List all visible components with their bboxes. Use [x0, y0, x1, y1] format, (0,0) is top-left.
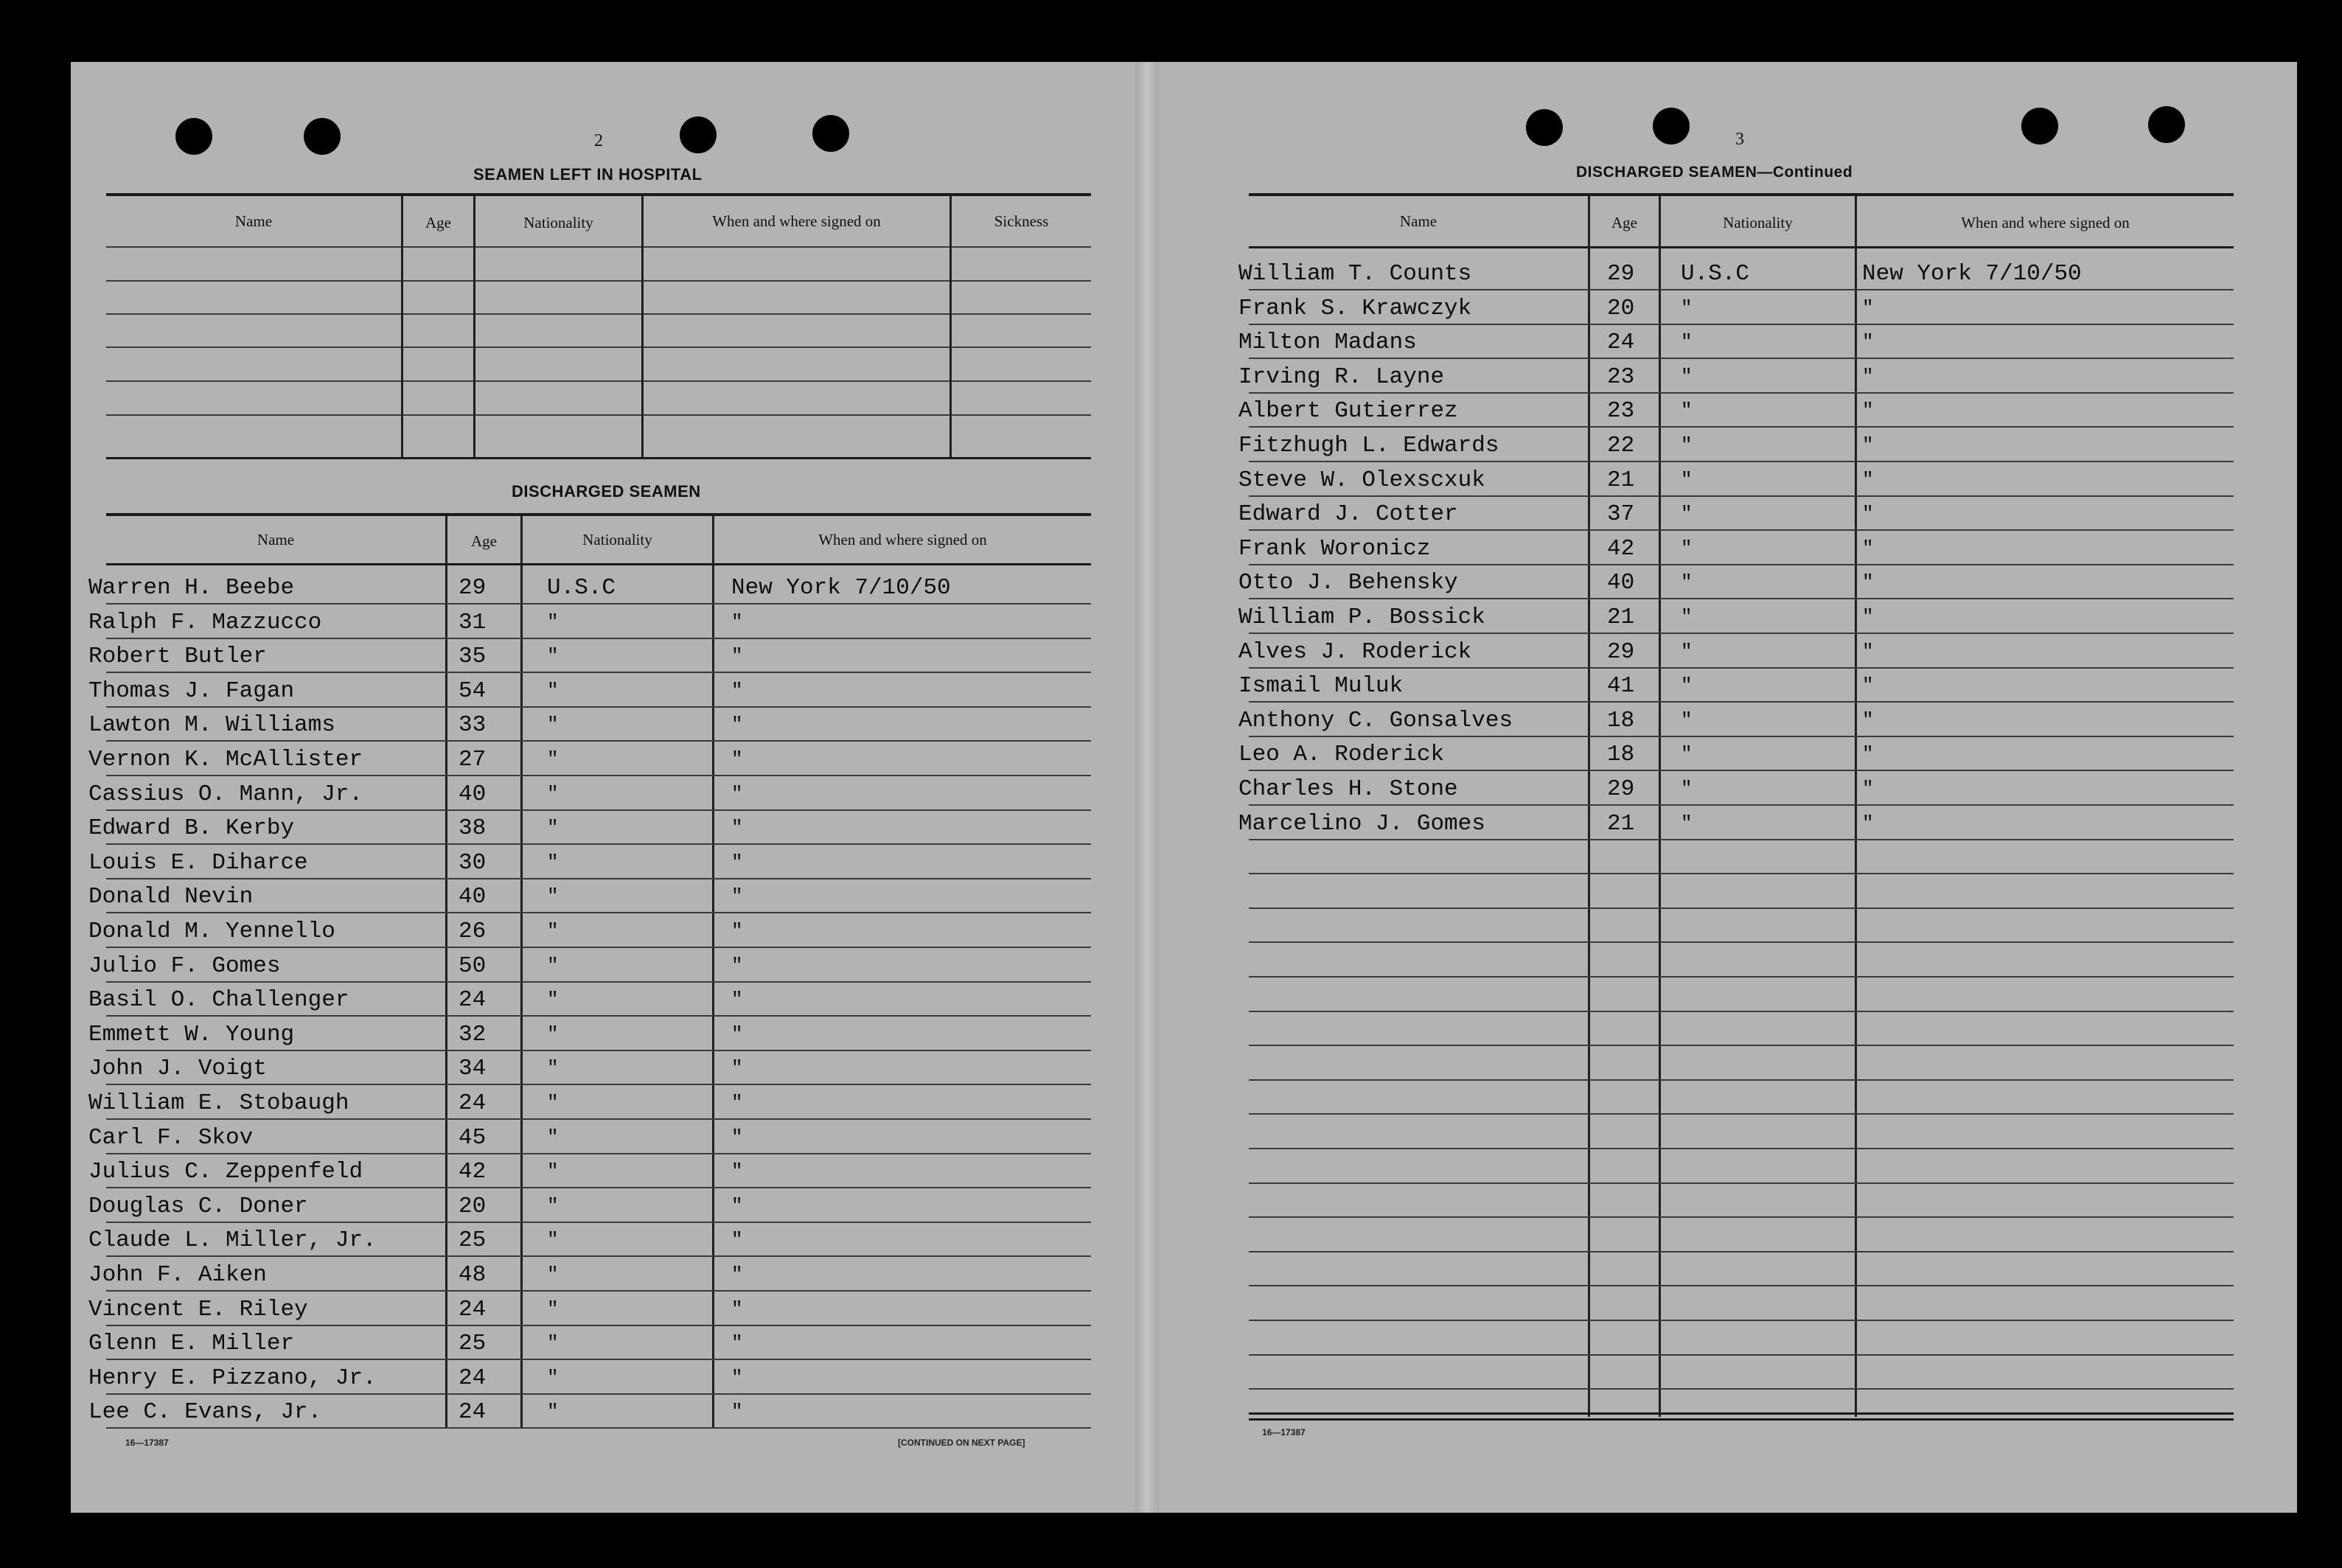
cell-age: 30: [459, 849, 487, 876]
punch-hole: [304, 118, 341, 155]
row-rule: [106, 912, 1091, 913]
punch-hole: [812, 115, 849, 152]
blank-row-rule: [1249, 1045, 2234, 1046]
column-header: Name: [1399, 212, 1437, 230]
cell-signed: ": [1862, 606, 1874, 628]
column-header: Name: [234, 212, 273, 230]
cell-age: 24: [1607, 330, 1635, 356]
cell-age: 40: [459, 884, 487, 910]
cell-age: 20: [459, 1193, 487, 1219]
blank-row-rule: [1249, 1182, 2234, 1184]
cell-nationality: ": [547, 1297, 559, 1320]
cell-signed: ": [1862, 640, 1874, 663]
row-rule: [1249, 564, 2234, 565]
row-rule: [106, 947, 1091, 948]
column-header: Age: [471, 532, 497, 550]
cell-name: Thomas J. Fagan: [88, 677, 295, 704]
blank-row-rule: [1249, 1113, 2234, 1115]
blank-row-rule: [1249, 1320, 2234, 1321]
cell-nationality: ": [1681, 743, 1693, 766]
cell-name: Marcelino J. Gomes: [1238, 810, 1485, 837]
punch-hole: [2148, 106, 2185, 143]
row-rule: [106, 706, 1091, 708]
cell-signed: ": [731, 885, 743, 908]
cell-signed: ": [1862, 778, 1874, 800]
row-rule: [106, 775, 1091, 776]
cell-nationality: ": [547, 1057, 559, 1080]
cell-name: Steve W. Olexscxuk: [1238, 467, 1485, 493]
cell-signed: New York 7/10/50: [1862, 261, 2082, 287]
form-number: 16—17387: [1262, 1427, 1306, 1438]
row-rule: [1249, 804, 2234, 806]
column-header: Age: [1611, 214, 1637, 231]
row-rule: [1249, 633, 2234, 634]
form-number: 16—17387: [125, 1438, 169, 1448]
row-rule: [1249, 289, 2234, 290]
cell-name: Charles H. Stone: [1238, 776, 1458, 802]
cell-age: 24: [459, 1090, 487, 1116]
cell-nationality: ": [1681, 708, 1693, 731]
row-rule: [106, 1359, 1091, 1360]
cell-age: 26: [459, 919, 487, 944]
row-rule: [1249, 461, 2234, 462]
cell-name: Julius C. Zeppenfeld: [88, 1159, 363, 1185]
cell-nationality: U.S.C: [1681, 261, 1750, 287]
cell-name: Donald M. Yennello: [88, 919, 335, 944]
cell-nationality: ": [547, 1264, 559, 1286]
cell-age: 27: [459, 747, 487, 773]
cell-nationality: ": [547, 885, 559, 908]
hospital-section-title: SEAMEN LEFT IN HOSPITAL: [473, 165, 703, 184]
cell-signed: ": [1862, 331, 1874, 354]
cell-signed: ": [731, 1057, 743, 1080]
cell-signed: ": [1862, 434, 1874, 456]
cell-signed: New York 7/10/50: [731, 575, 951, 601]
cell-signed: ": [1862, 708, 1874, 731]
punch-hole: [1526, 109, 1563, 146]
blank-row-rule: [1249, 941, 2234, 943]
cell-name: Carl F. Skov: [88, 1124, 254, 1151]
cell-signed: ": [731, 920, 743, 942]
cell-signed: ": [731, 1229, 743, 1252]
cell-age: 18: [1607, 742, 1635, 768]
cell-name: Vernon K. McAllister: [88, 747, 363, 773]
row-rule: [1249, 839, 2234, 840]
blank-row-rule: [1249, 1216, 2234, 1218]
row-rule: [1249, 529, 2234, 531]
cell-nationality: ": [1681, 400, 1693, 422]
cell-nationality: ": [547, 1126, 559, 1149]
row-rule: [106, 1118, 1091, 1120]
cell-age: 24: [459, 1296, 487, 1323]
column-header: Nationality: [1723, 214, 1793, 231]
blank-row-rule: [1249, 976, 2234, 978]
cell-nationality: ": [1681, 468, 1693, 491]
cell-age: 21: [1607, 604, 1635, 630]
cell-name: William P. Bossick: [1238, 604, 1485, 630]
row-rule: [106, 603, 1091, 604]
cell-nationality: ": [547, 1160, 559, 1183]
cell-name: Anthony C. Gonsalves: [1238, 707, 1513, 734]
cell-age: 22: [1607, 433, 1635, 459]
cell-nationality: ": [547, 817, 559, 840]
cell-name: Douglas C. Doner: [88, 1193, 308, 1219]
cell-name: Otto J. Behensky: [1238, 570, 1458, 596]
discharged-section-title: DISCHARGED SEAMEN: [512, 482, 701, 501]
cell-age: 38: [459, 815, 487, 842]
cell-age: 20: [1607, 295, 1635, 321]
row-rule: [106, 843, 1091, 845]
cell-nationality: ": [1681, 296, 1693, 319]
blank-row-rule: [1249, 1079, 2234, 1081]
cell-name: Lee C. Evans, Jr.: [88, 1399, 322, 1426]
cell-name: William T. Counts: [1238, 261, 1472, 287]
cell-signed: ": [731, 1092, 743, 1114]
row-rule: [106, 1325, 1091, 1326]
cell-signed: ": [731, 817, 743, 840]
cell-signed: ": [1862, 537, 1874, 560]
cell-signed: ": [731, 851, 743, 874]
cell-signed: ": [731, 679, 743, 702]
cell-nationality: ": [547, 1092, 559, 1114]
row-rule: [106, 1255, 1091, 1257]
cell-signed: ": [731, 1401, 743, 1424]
cell-signed: ": [731, 610, 743, 633]
cell-name: Irving R. Layne: [1238, 363, 1445, 390]
cell-signed: ": [731, 1126, 743, 1149]
cell-name: Ralph F. Mazzucco: [88, 609, 322, 635]
cell-nationality: ": [547, 920, 559, 942]
cell-nationality: ": [547, 1022, 559, 1045]
cell-signed: ": [1862, 743, 1874, 766]
cell-name: Edward J. Cotter: [1238, 501, 1458, 528]
cell-age: 42: [1607, 535, 1635, 562]
cell-age: 21: [1607, 467, 1635, 493]
blank-row-rule: [1249, 873, 2234, 874]
cell-name: Basil O. Challenger: [88, 987, 349, 1014]
cell-nationality: ": [1681, 365, 1693, 388]
row-rule: [106, 1015, 1091, 1017]
continued-note: [CONTINUED ON NEXT PAGE]: [898, 1438, 1025, 1448]
cell-name: Vincent E. Riley: [88, 1296, 308, 1323]
cell-name: Fitzhugh L. Edwards: [1238, 433, 1499, 459]
blank-row-rule: [1249, 1354, 2234, 1356]
cell-name: Claude L. Miller, Jr.: [88, 1227, 377, 1254]
row-rule: [106, 1393, 1091, 1395]
row-rule: [1249, 770, 2234, 771]
cell-age: 33: [459, 712, 487, 739]
cell-name: Lawton M. Williams: [88, 712, 335, 739]
column-header: Name: [257, 531, 295, 548]
row-rule: [1249, 358, 2234, 359]
punch-hole: [680, 116, 717, 153]
cell-nationality: ": [547, 1401, 559, 1424]
cell-age: 23: [1607, 363, 1635, 390]
cell-nationality: ": [547, 851, 559, 874]
cell-signed: ": [731, 714, 743, 736]
cell-name: Glenn E. Miller: [88, 1331, 295, 1357]
cell-signed: ": [731, 954, 743, 977]
row-rule: [106, 1050, 1091, 1051]
column-header: When and where signed on: [1961, 214, 2130, 231]
row-rule: [1249, 426, 2234, 428]
cell-signed: ": [731, 1332, 743, 1355]
cell-age: 29: [459, 575, 487, 601]
cell-nationality: ": [1681, 606, 1693, 628]
cell-age: 18: [1607, 707, 1635, 734]
cell-name: John J. Voigt: [88, 1056, 267, 1082]
row-rule: [106, 809, 1091, 811]
cell-name: Julio F. Gomes: [88, 952, 281, 979]
cell-nationality: ": [547, 645, 559, 668]
cell-name: Alves J. Roderick: [1238, 638, 1472, 665]
blank-row-rule: [1249, 907, 2234, 909]
page-number: 2: [594, 131, 603, 150]
cell-signed: ": [731, 989, 743, 1011]
cell-age: 32: [459, 1021, 487, 1048]
discharged-continued-title: DISCHARGED SEAMEN—Continued: [1576, 164, 1853, 181]
cell-signed: ": [1862, 400, 1874, 422]
cell-signed: ": [731, 1264, 743, 1286]
cell-age: 29: [1607, 776, 1635, 802]
cell-name: Albert Gutierrez: [1238, 398, 1458, 425]
cell-name: Emmett W. Young: [88, 1021, 295, 1048]
cell-signed: ": [731, 1160, 743, 1183]
cell-age: 45: [459, 1124, 487, 1151]
punch-hole: [1653, 108, 1690, 144]
cell-signed: ": [1862, 675, 1874, 697]
cell-name: Milton Madans: [1238, 330, 1417, 356]
cell-signed: ": [1862, 296, 1874, 319]
cell-nationality: U.S.C: [547, 575, 616, 601]
column-header: When and where signed on: [818, 531, 987, 548]
row-rule: [1249, 736, 2234, 737]
cell-signed: ": [731, 1297, 743, 1320]
blank-row-rule: [1249, 1148, 2234, 1149]
cell-name: Donald Nevin: [88, 884, 254, 910]
cell-age: 29: [1607, 638, 1635, 665]
cell-nationality: ": [1681, 537, 1693, 560]
cell-age: 48: [459, 1262, 487, 1288]
blank-row-rule: [1249, 1285, 2234, 1286]
cell-nationality: ": [547, 989, 559, 1011]
cell-name: Frank Woronicz: [1238, 535, 1431, 562]
cell-name: Frank S. Krawczyk: [1238, 295, 1472, 321]
row-rule: [106, 1187, 1091, 1188]
cell-signed: ": [1862, 571, 1874, 594]
cell-age: 40: [1607, 570, 1635, 596]
row-rule: [1249, 598, 2234, 599]
cell-nationality: ": [547, 1366, 559, 1389]
row-rule: [106, 638, 1091, 639]
cell-age: 23: [1607, 398, 1635, 425]
cell-signed: ": [731, 1022, 743, 1045]
cell-nationality: ": [1681, 571, 1693, 594]
cell-nationality: ": [1681, 675, 1693, 697]
cell-age: 24: [459, 1365, 487, 1391]
cell-name: Edward B. Kerby: [88, 815, 295, 842]
row-rule: [106, 1153, 1091, 1154]
cell-nationality: ": [1681, 640, 1693, 663]
cell-name: William E. Stobaugh: [88, 1090, 349, 1116]
cell-age: 37: [1607, 501, 1635, 528]
cell-name: Ismail Muluk: [1238, 673, 1404, 700]
cell-age: 24: [459, 1399, 487, 1426]
page-fold: [1135, 62, 1159, 1513]
row-rule: [106, 740, 1091, 742]
punch-hole: [175, 118, 212, 155]
cell-age: 50: [459, 952, 487, 979]
blank-row-rule: [1249, 1388, 2234, 1390]
row-rule: [1249, 701, 2234, 703]
column-header: Age: [425, 214, 451, 231]
cell-nationality: ": [547, 714, 559, 736]
cell-nationality: ": [547, 679, 559, 702]
column-header: When and where signed on: [712, 212, 881, 230]
row-rule: [1249, 495, 2234, 497]
cell-age: 24: [459, 987, 487, 1014]
cell-signed: ": [1862, 468, 1874, 491]
cell-name: Louis E. Diharce: [88, 849, 308, 876]
cell-age: 35: [459, 644, 487, 670]
row-rule: [106, 981, 1091, 983]
row-rule: [1249, 667, 2234, 669]
cell-name: Robert Butler: [88, 644, 267, 670]
row-rule: [106, 1290, 1091, 1292]
cell-age: 31: [459, 609, 487, 635]
cell-age: 40: [459, 781, 487, 807]
cell-age: 54: [459, 677, 487, 704]
cell-age: 42: [459, 1159, 487, 1185]
cell-signed: ": [1862, 503, 1874, 526]
cell-signed: ": [731, 1366, 743, 1389]
cell-nationality: ": [547, 954, 559, 977]
cell-name: Henry E. Pizzano, Jr.: [88, 1365, 377, 1391]
cell-age: 41: [1607, 673, 1635, 700]
cell-name: Warren H. Beebe: [88, 575, 295, 601]
cell-nationality: ": [547, 1229, 559, 1252]
cell-signed: ": [731, 748, 743, 770]
row-rule: [106, 1222, 1091, 1223]
cell-age: 21: [1607, 810, 1635, 837]
column-header: Nationality: [582, 531, 652, 548]
cell-nationality: ": [1681, 434, 1693, 456]
cell-signed: ": [1862, 812, 1874, 834]
cell-nationality: ": [547, 748, 559, 770]
cell-age: 29: [1607, 261, 1635, 287]
page-number: 3: [1735, 130, 1744, 149]
punch-hole: [2021, 108, 2058, 144]
row-rule: [106, 1427, 1091, 1429]
cell-nationality: ": [1681, 812, 1693, 834]
cell-nationality: ": [1681, 331, 1693, 354]
cell-signed: ": [731, 1194, 743, 1217]
cell-age: 25: [459, 1227, 487, 1254]
row-rule: [106, 672, 1091, 673]
cell-nationality: ": [547, 1194, 559, 1217]
cell-age: 34: [459, 1056, 487, 1082]
column-header: Nationality: [523, 214, 593, 231]
cell-nationality: ": [547, 782, 559, 805]
cell-nationality: ": [1681, 503, 1693, 526]
row-rule: [1249, 324, 2234, 325]
cell-name: John F. Aiken: [88, 1262, 267, 1288]
row-rule: [106, 1084, 1091, 1085]
cell-signed: ": [1862, 365, 1874, 388]
row-rule: [1249, 392, 2234, 394]
row-rule: [106, 878, 1091, 879]
column-header: Sickness: [994, 212, 1049, 230]
cell-age: 25: [459, 1331, 487, 1357]
cell-name: Cassius O. Mann, Jr.: [88, 781, 363, 807]
blank-row-rule: [1249, 1251, 2234, 1252]
cell-name: Leo A. Roderick: [1238, 742, 1445, 768]
cell-signed: ": [731, 645, 743, 668]
blank-row-rule: [1249, 1011, 2234, 1012]
cell-nationality: ": [1681, 778, 1693, 800]
cell-signed: ": [731, 782, 743, 805]
cell-nationality: ": [547, 610, 559, 633]
cell-nationality: ": [547, 1332, 559, 1355]
